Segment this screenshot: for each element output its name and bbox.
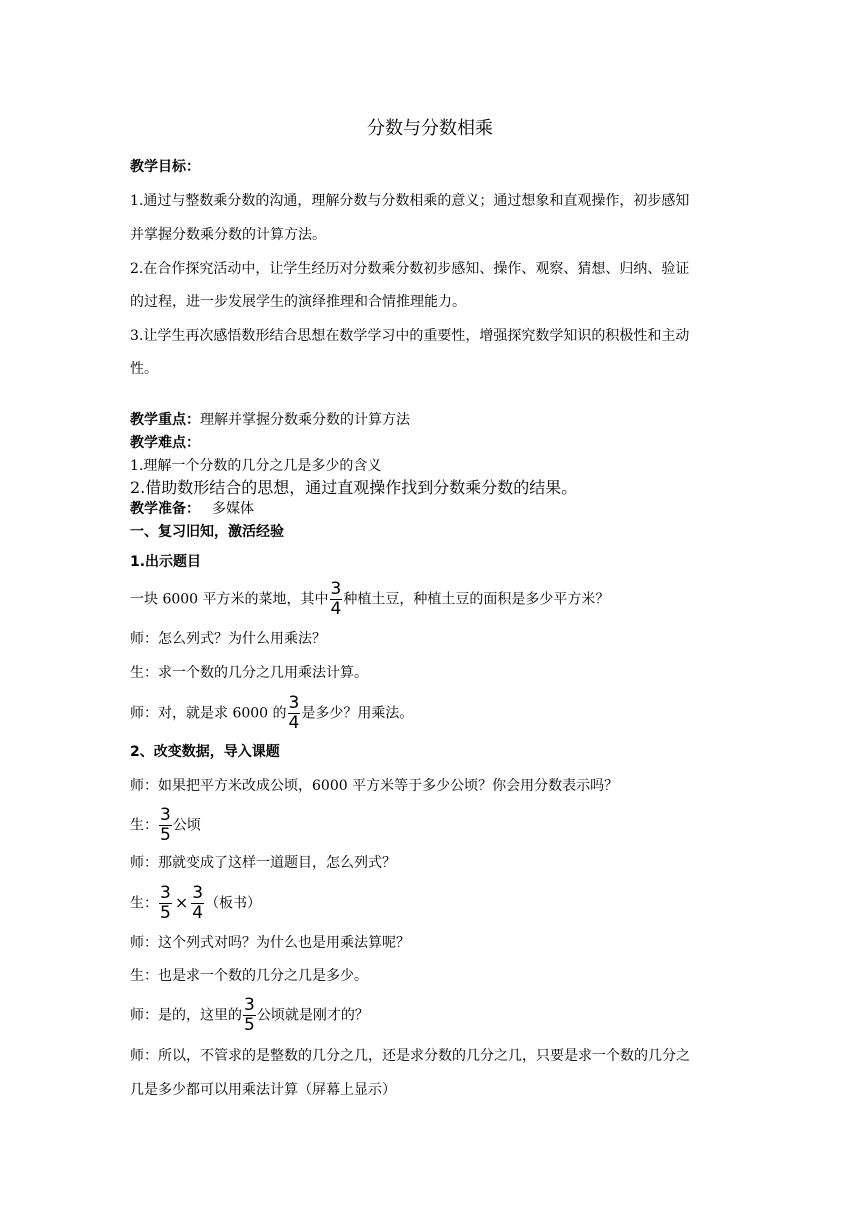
objective-3-line-2: 性。 [130, 361, 158, 377]
dialogue-line: 师：怎么列式？为什么用乘法？ [130, 631, 326, 647]
objectives-heading: 教学目标： [130, 159, 200, 175]
fraction-denominator: 5 [160, 903, 171, 923]
fraction [159, 884, 172, 923]
key-point [130, 410, 410, 430]
fraction-numerator: 3 [330, 579, 342, 599]
objective-1-line-1: 1.通过与整数乘分数的沟通，理解分数与分数相乘的意义；通过想象和直观操作，初步感知 [130, 193, 690, 209]
speaker: 生： [130, 817, 158, 834]
dialogue-line [130, 694, 413, 733]
dialogue-line: 师：如果把平方米改成公顷，6000 平方米等于多少公顷？你会用分数表示吗？ [130, 778, 619, 794]
fraction-denominator: 5 [244, 1015, 255, 1035]
dialogue-line: 师：所以，不管求的是整数的几分之几，还是求分数的几分之几，只要是求一个数的几分之 [130, 1048, 690, 1064]
objective-2-line-1: 2.在合作探究活动中，让学生经历对分数乘分数初步感知、操作、观察、猜想、归纳、验证 [130, 261, 690, 277]
dialogue-after: 是多少？用乘法。 [301, 705, 414, 722]
key-point-text: 理解并掌握分数乘分数的计算方法 [200, 412, 410, 428]
dialogue-line [130, 806, 201, 845]
multiply-sign: × [174, 892, 189, 912]
dialogue-line: 师：那就变成了这样一道题目，怎么列式？ [130, 855, 396, 871]
fraction-denominator: 4 [192, 903, 204, 923]
section-1-sub: 1.出示题目 [130, 554, 202, 570]
objective-3-line-1: 3.让学生再次感悟数形结合思想在数学学习中的重要性，增强探究数学知识的积极性和主动 [130, 328, 690, 344]
fraction [159, 806, 172, 845]
difficulty-item-1: 1.理解一个分数的几分之几是多少的含义 [130, 458, 382, 474]
fraction-numerator: 3 [160, 805, 171, 825]
fraction [243, 996, 256, 1035]
dialogue-line: 生：求一个数的几分之几用乘法计算。 [130, 665, 368, 681]
fraction-numerator: 3 [160, 883, 171, 903]
dialogue-after: 公顷 [172, 817, 201, 834]
fraction-numerator: 3 [244, 995, 255, 1015]
fraction [330, 580, 343, 619]
dialogue-line [130, 996, 369, 1035]
difficulty-label: 教学难点： [130, 435, 200, 451]
dialogue-line: 师：这个列式对吗？为什么也是用乘法算呢？ [130, 935, 410, 951]
fraction-numerator: 3 [192, 883, 204, 903]
dialogue-line [130, 884, 261, 923]
problem-line [130, 580, 609, 619]
fraction [288, 694, 301, 733]
fraction-denominator: 4 [288, 713, 300, 733]
dialogue-line: 几是多少都可以用乘法计算（屏幕上显示） [130, 1082, 396, 1098]
section-2-heading: 2、改变数据，导入课题 [130, 744, 280, 760]
dialogue-line: 生：也是求一个数的几分之几是多少。 [130, 968, 368, 984]
fraction-numerator: 3 [288, 693, 300, 713]
dialogue-before: 师：对，就是求 6000 的 [130, 705, 287, 722]
objective-1-line-2: 并掌握分数乘分数的计算方法。 [130, 227, 326, 243]
speaker: 生： [130, 895, 158, 912]
preparation-label: 教学准备： [130, 501, 200, 517]
preparation [130, 499, 254, 519]
fraction-denominator: 4 [330, 599, 342, 619]
fraction-denominator: 5 [160, 825, 171, 845]
problem-before: 一块 6000 平方米的菜地，其中 [130, 591, 329, 608]
page-title: 分数与分数相乘 [367, 118, 493, 139]
key-point-label: 教学重点： [130, 412, 200, 428]
dialogue-before: 师：是的，这里的 [130, 1007, 242, 1024]
objective-2-line-2: 的过程，进一步发展学生的演绎推理和合情推理能力。 [130, 294, 466, 310]
preparation-text: 多媒体 [212, 501, 254, 517]
section-1-heading: 一、复习旧知，激活经验 [130, 524, 284, 540]
fraction [191, 884, 204, 923]
problem-after: 种植土豆，种植土豆的面积是多少平方米？ [343, 591, 610, 608]
difficulty-item-2: 2.借助数形结合的思想，通过直观操作找到分数乘分数的结果。 [130, 478, 578, 497]
dialogue-after: 公顷就是刚才的？ [256, 1007, 369, 1024]
dialogue-after: （板书） [205, 895, 262, 912]
